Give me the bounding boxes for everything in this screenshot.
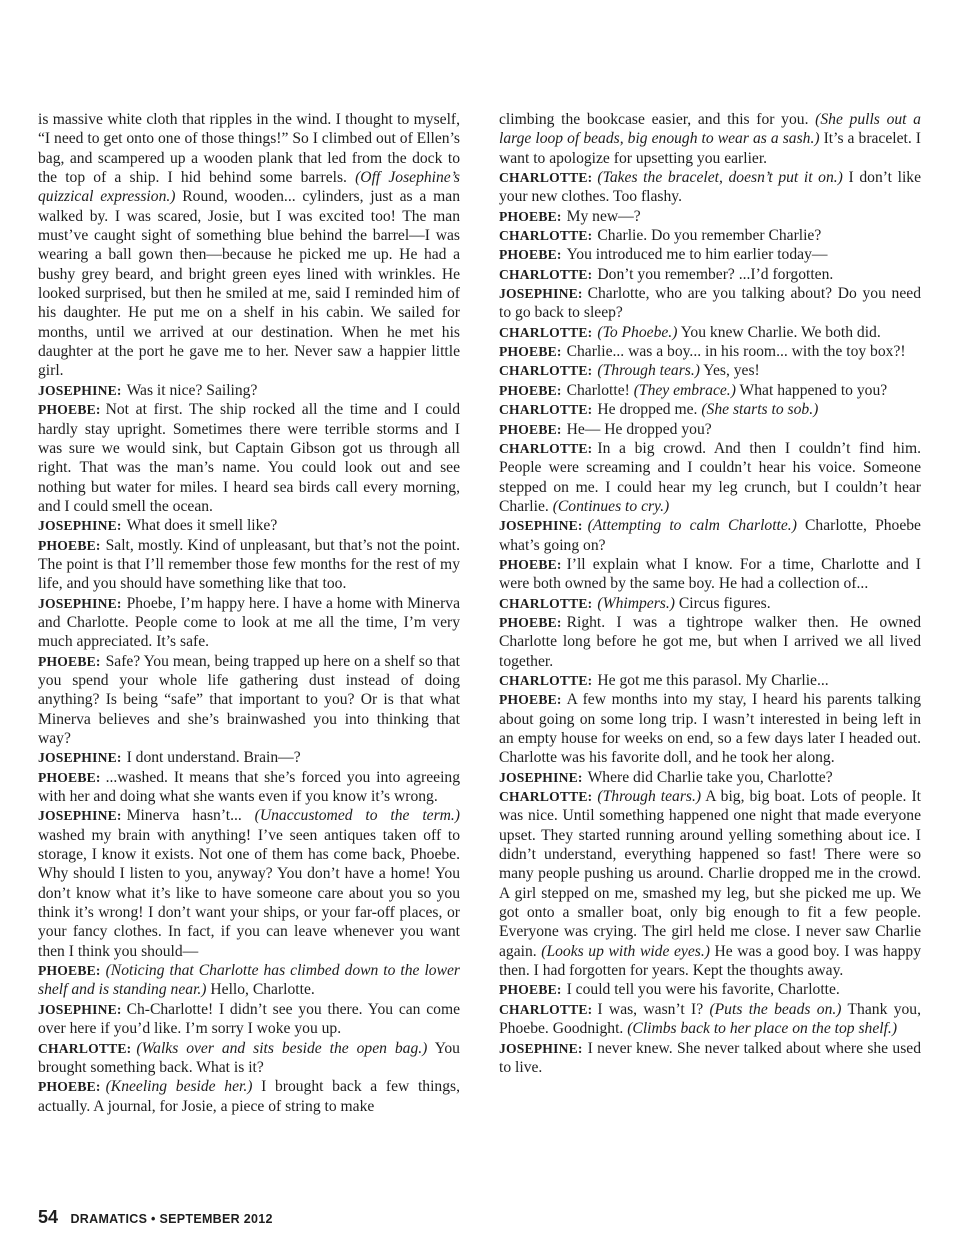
speaker-name: JOSEPHINE: — [38, 518, 122, 534]
dialogue-text: Thank you, Phoebe. Goodnight. — [499, 1000, 921, 1038]
speaker-name: PHOEBE: — [38, 1079, 101, 1095]
speaker-name: PHOEBE: — [499, 614, 562, 630]
dialogue-text: I was, wasn’t I? — [597, 1000, 710, 1018]
stage-direction: (Attempting to calm Charlotte.) — [587, 517, 797, 535]
stage-direction: (She starts to sob.) — [701, 401, 819, 419]
speaker-name: CHARLOTTE: — [499, 789, 593, 805]
dialogue-text: I’ll explain what I know. For a time, Charlotte and I were both owned by the same boy. He had a collection of... — [499, 555, 921, 593]
dialogue-text: What does it smell like? — [126, 517, 278, 535]
script-paragraph — [499, 768, 921, 787]
dialogue-text: Safe? You mean, being trapped up here on a shelf so that you spend your whole life gathering dust instead of doing anything? Is being “safe” that important to you? Or is that what Minerva believes and she’s brainwashed you into thinking that way? — [38, 652, 460, 747]
speaker-name: JOSEPHINE: — [38, 1001, 122, 1017]
speaker-name: PHOEBE: — [499, 421, 562, 437]
dialogue-text: You knew Charlie. We both did. — [677, 323, 881, 341]
dialogue-text: climbing the bookcase easier, and this for you. — [499, 111, 816, 128]
dialogue-text: My new—? — [566, 207, 641, 225]
stage-direction: (Looks up with wide eyes.) — [541, 942, 710, 960]
script-paragraph — [499, 980, 921, 999]
right-column — [499, 110, 921, 1077]
speaker-name: CHARLOTTE: — [499, 170, 593, 186]
speaker-name: PHOEBE: — [38, 537, 101, 553]
page-footer — [38, 1207, 273, 1228]
speaker-name: PHOEBE: — [38, 402, 101, 418]
speaker-name: PHOEBE: — [499, 208, 562, 224]
dialogue-text: Circus figures. — [674, 594, 771, 612]
dialogue-text: ...washed. It means that she’s forced you into agreeing with her and doing what she wants even if you know it’s wrong. — [38, 768, 460, 806]
speaker-name: CHARLOTTE: — [499, 324, 593, 340]
script-paragraph — [499, 400, 921, 419]
script-paragraph — [38, 536, 460, 594]
speaker-name: CHARLOTTE: — [499, 228, 593, 244]
speaker-name: CHARLOTTE: — [499, 1001, 593, 1017]
script-paragraph — [499, 555, 921, 594]
speaker-name: JOSEPHINE: — [499, 1040, 583, 1056]
script-paragraph — [38, 381, 460, 400]
dialogue-text: He got me this parasol. My Charlie... — [597, 671, 829, 689]
stage-direction: (Takes the bracelet, doesn’t put it on.) — [597, 169, 843, 187]
script-paragraph — [38, 516, 460, 535]
left-column — [38, 110, 460, 1116]
stage-direction: (Unaccustomed to the term.) — [254, 807, 460, 825]
script-paragraph — [499, 361, 921, 380]
stage-direction: (Through tears.) — [597, 362, 700, 380]
script-paragraph — [499, 671, 921, 690]
script-paragraph — [499, 342, 921, 361]
stage-direction: (Off Josephine’s quizzical expression.) — [38, 169, 460, 206]
speaker-name: PHOEBE: — [38, 963, 101, 979]
script-paragraph — [38, 1039, 460, 1078]
script-paragraph — [38, 594, 460, 652]
dialogue-text: Was it nice? Sailing? — [126, 381, 258, 399]
dialogue-text: Charlie. Do you remember Charlie? — [597, 227, 822, 245]
script-paragraph — [499, 245, 921, 264]
script-paragraph — [499, 690, 921, 767]
stage-direction: (Climbs back to her place on the top shelf.) — [627, 1020, 898, 1038]
script-paragraph — [38, 806, 460, 961]
script-paragraph — [38, 1000, 460, 1039]
speaker-name: PHOEBE: — [499, 247, 562, 263]
script-paragraph — [38, 110, 460, 381]
dialogue-text: Salt, mostly. Kind of unpleasant, but that’s not the point. The point is that I’ll remember those few months for the rest of my life, and you should have something like that too. — [38, 536, 460, 593]
dialogue-text: What happened to you? — [735, 381, 888, 399]
script-paragraph — [499, 381, 921, 400]
script-paragraph — [38, 768, 460, 807]
script-paragraph — [499, 226, 921, 245]
dialogue-text: He was a good boy. I was happy then. I had forgotten for years. Kept the thoughts away. — [499, 942, 921, 980]
dialogue-text: Not at first. The ship rocked all the time and I could hardly stay upright. Sometimes there were terrible storms and I was sure we would sink, but Captain Gibson got us through all right. That was the man’s name. You could look out and see nothing but water for miles. I heard sea birds call every morning, and I could smell the ocean. — [38, 401, 460, 515]
dialogue-text: I dont understand. Brain—? — [126, 749, 301, 767]
script-paragraph — [38, 961, 460, 1000]
script-paragraph — [499, 265, 921, 284]
dialogue-text: Charlie... was a boy... in his room... with the toy box?! — [566, 343, 906, 361]
dialogue-text: It’s a bracelet. I want to apologize for upsetting you earlier. — [499, 130, 921, 167]
script-paragraph — [499, 594, 921, 613]
speaker-name: CHARLOTTE: — [499, 672, 593, 688]
speaker-name: JOSEPHINE: — [38, 382, 122, 398]
page-number: 54 — [38, 1207, 59, 1227]
script-paragraph — [499, 613, 921, 671]
stage-direction: (Continues to cry.) — [552, 497, 670, 515]
speaker-name: CHARLOTTE: — [499, 440, 593, 456]
speaker-name: JOSEPHINE: — [499, 518, 583, 534]
stage-direction: (They embrace.) — [633, 381, 736, 399]
speaker-name: JOSEPHINE: — [38, 750, 122, 766]
speaker-name: PHOEBE: — [499, 982, 562, 998]
dialogue-text: Where did Charlie take you, Charlotte? — [587, 768, 833, 786]
script-paragraph — [499, 439, 921, 516]
speaker-name: CHARLOTTE: — [38, 1040, 132, 1056]
script-paragraph — [499, 110, 921, 168]
speaker-name: JOSEPHINE: — [499, 286, 583, 302]
dialogue-text: Charlotte, Phoebe what’s going on? — [499, 517, 921, 554]
stage-direction: (She pulls out a large loop of beads, big enough to wear as a sash.) — [499, 111, 921, 148]
stage-direction: (Noticing that Charlotte has climbed down to the lower shelf and is standing near.) — [38, 962, 460, 999]
script-paragraph — [38, 1077, 460, 1116]
speaker-name: PHOEBE: — [499, 692, 562, 708]
dialogue-text: Charlotte, who are you talking about? Do you need to go back to sleep? — [499, 285, 921, 322]
dialogue-text: You brought something back. What is it? — [38, 1039, 460, 1076]
stage-direction: (To Phoebe.) — [597, 323, 678, 341]
dialogue-text: He dropped me. — [597, 401, 702, 419]
speaker-name: JOSEPHINE: — [38, 595, 122, 611]
script-paragraph — [499, 1039, 921, 1078]
speaker-name: PHOEBE: — [499, 556, 562, 572]
dialogue-text: Yes, yes! — [699, 362, 760, 380]
stage-direction: (Whimpers.) — [597, 594, 675, 612]
dialogue-text: In a big crowd. And then I couldn’t find him. People were screaming and I couldn’t hear his voice. Someone stepped on me. I could hear my leg crunch, but I couldn’t hear Charlie. — [499, 439, 921, 515]
speaker-name: PHOEBE: — [499, 382, 562, 398]
speaker-name: CHARLOTTE: — [499, 595, 593, 611]
script-paragraph — [499, 516, 921, 555]
dialogue-text: Minerva hasn’t... — [126, 807, 255, 825]
dialogue-text: A few months into my stay, I heard his parents talking about going on some long trip. I wasn’t interested in being left in an empty house for weeks on end, so a few days later I headed out. Charlotte was his favorite doll, and he took her along. — [499, 691, 921, 767]
dialogue-text: He— He dropped you? — [566, 420, 712, 438]
speaker-name: JOSEPHINE: — [499, 769, 583, 785]
stage-direction: (Walks over and sits beside the open bag.) — [136, 1039, 428, 1057]
dialogue-text: Charlotte! — [566, 381, 634, 399]
dialogue-text: Hello, Charlotte. — [206, 981, 315, 999]
speaker-name: CHARLOTTE: — [499, 402, 593, 418]
dialogue-text: I don’t like your new clothes. Too flashy. — [499, 169, 921, 206]
dialogue-text: I brought back a few things, actually. A journal, for Josie, a piece of string to make — [38, 1078, 460, 1115]
dialogue-text: I never knew. She never talked about where she used to live. — [499, 1039, 921, 1076]
script-paragraph — [38, 652, 460, 749]
dialogue-text: Round, wooden... cylinders, just as a man walked by. I was scared, Josie, but I was excited too! The man must’ve caught sight of something blue behind the barrel—I was wearing a ball gown then—because he picked me up. He had a bushy grey beard, and bright green eyes lined with wrinkles. He looked surprised, but then he smiled at me, said I reminded him of his daughter. He put me on a shelf in his cabin. We sailed for months, until we arrived at our destination. When he met his daughter at the port he gave me to her. Never saw a happier little girl. — [38, 188, 460, 380]
script-paragraph — [499, 420, 921, 439]
dialogue-text: Right. I was a tightrope walker then. He owned Charlotte long before he got me, but when I arrived we all lived together. — [499, 613, 921, 670]
script-paragraph — [499, 207, 921, 226]
magazine-issue: DRAMATICS • SEPTEMBER 2012 — [70, 1212, 273, 1226]
speaker-name: PHOEBE: — [38, 769, 101, 785]
speaker-name: CHARLOTTE: — [499, 266, 593, 282]
speaker-name: PHOEBE: — [38, 653, 101, 669]
script-paragraph — [38, 400, 460, 516]
dialogue-text: Ch-Charlotte! I didn’t see you there. You can come over here if you’d like. I’m sorry I woke you up. — [38, 1000, 460, 1038]
script-paragraph — [499, 284, 921, 323]
dialogue-text: I could tell you were his favorite, Charlotte. — [566, 981, 840, 999]
speaker-name: CHARLOTTE: — [499, 363, 593, 379]
speaker-name: JOSEPHINE: — [38, 808, 122, 824]
dialogue-text: A big, big boat. Lots of people. It was nice. Until something happened one night that made everyone upset. They started running around yelling something about ice. I didn’t understand, everything happened so fast! There were so many people pushing us around. Charlie dropped me in the crowd. A girl stepped on me, smashed my leg, but she picked me up. We got onto a smaller boat, only big enough to fit a few people. Everyone was crying. The girl held me close. I never saw Charlie again. — [499, 788, 921, 960]
stage-direction: (Kneeling beside her.) — [105, 1078, 253, 1096]
dialogue-text: is massive white cloth that ripples in the wind. I thought to myself, “I need to get onto one of those things!” So I climbed out of Ellen’s bag, and scampered up a wooden plank that led from the dock to the top of a ship. I hid behind some barrels. — [38, 111, 460, 187]
speaker-name: PHOEBE: — [499, 344, 562, 360]
dialogue-text: washed my brain with anything! I’ve seen antiques taken off to storage, I know it exists. Not one of them has come back, Phoebe. Why should I listen to you, anyway? You don’t have a home! You don’t know what it’s like to have someone care about you so you think it’s wrong! I don’t want your ships, or your far-off places, or your fancy clothes. In fact, if you can leave whenever you want then I think you should— — [38, 826, 460, 960]
stage-direction: (Through tears.) — [597, 788, 702, 806]
script-paragraph — [499, 323, 921, 342]
script-paragraph — [499, 787, 921, 980]
dialogue-text: Don’t you remember? ...I’d forgotten. — [597, 265, 834, 283]
dialogue-text: Phoebe, I’m happy here. I have a home with Minerva and Charlotte. People come to look at me all the time, I’m very much appreciated. It’s safe. — [38, 594, 460, 651]
script-paragraph — [499, 1000, 921, 1039]
script-paragraph — [38, 748, 460, 767]
stage-direction: (Puts the beads on.) — [709, 1000, 842, 1018]
script-paragraph — [499, 168, 921, 207]
dialogue-text: You introduced me to him earlier today— — [566, 246, 828, 264]
